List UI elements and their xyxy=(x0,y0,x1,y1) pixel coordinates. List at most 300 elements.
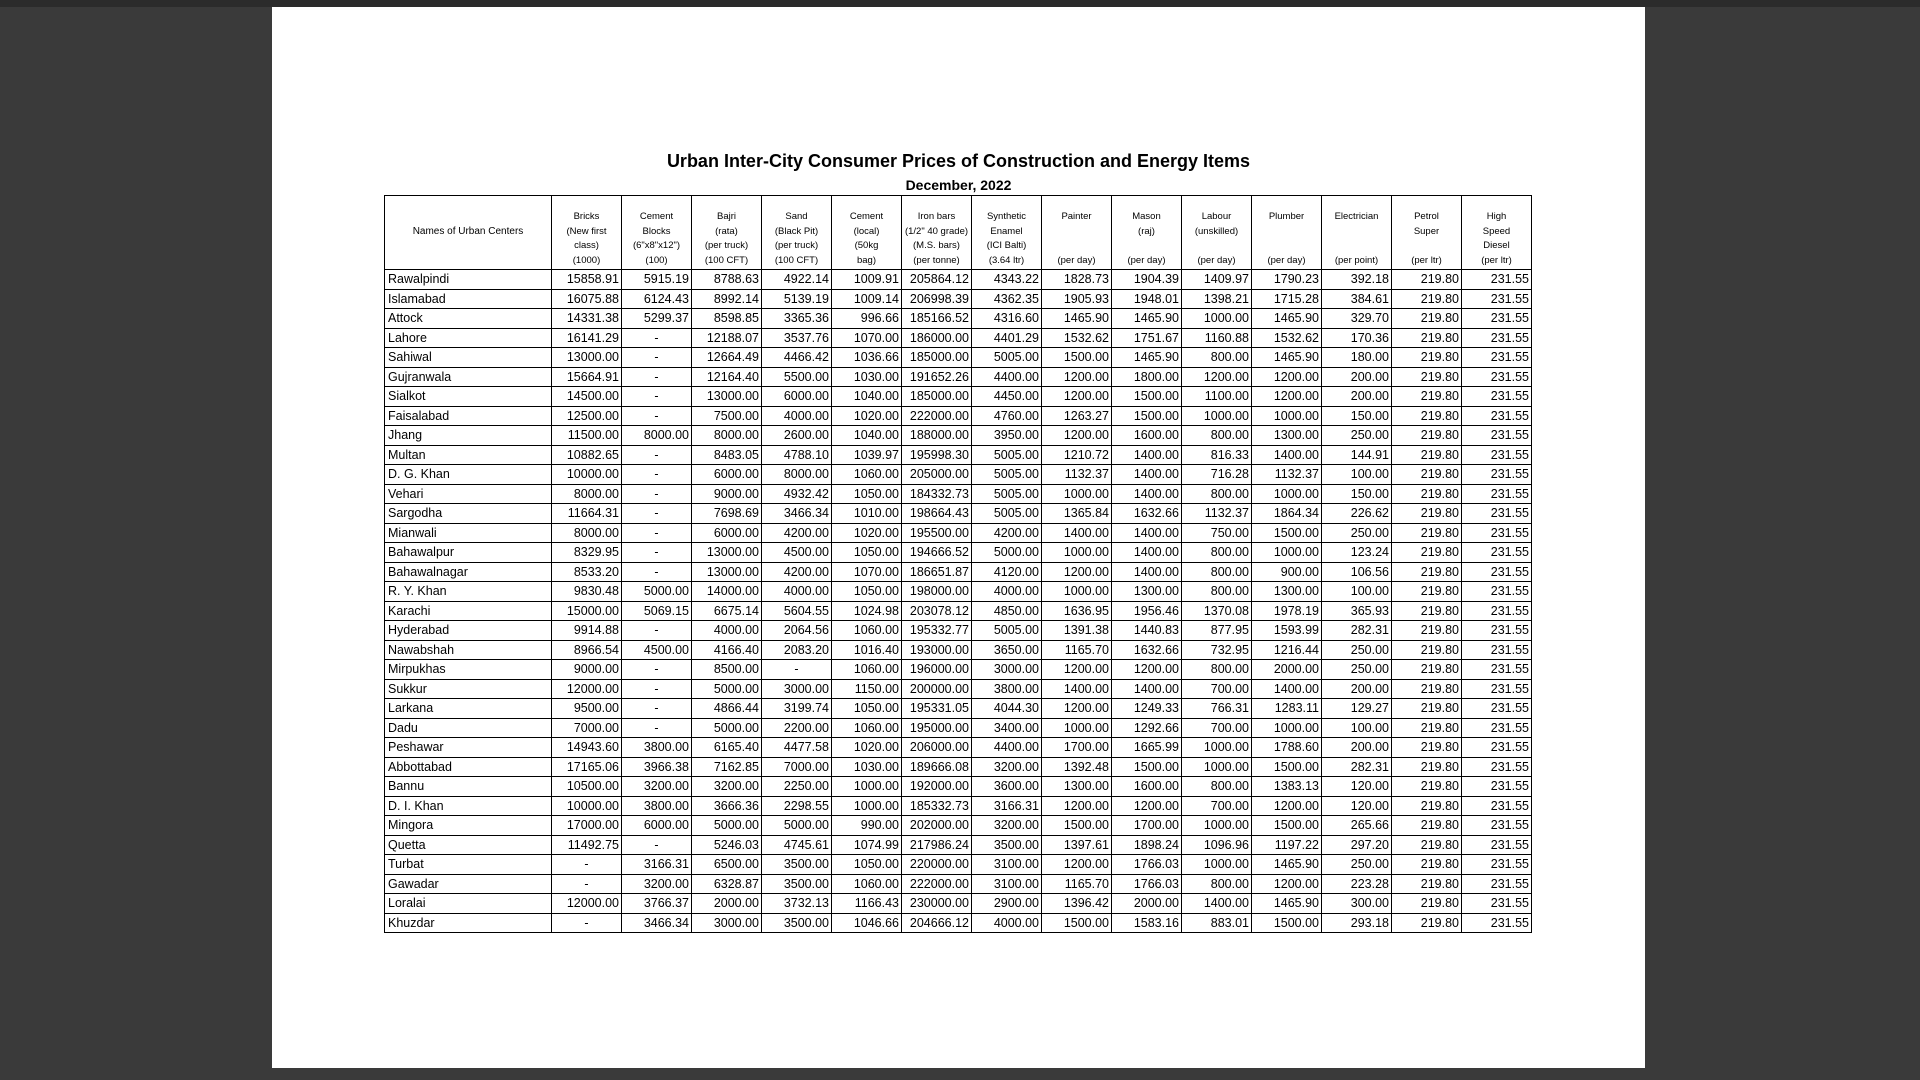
price-cell: 1200.00 xyxy=(1252,367,1322,387)
price-cell: 877.95 xyxy=(1182,621,1252,641)
price-cell: 1249.33 xyxy=(1112,699,1182,719)
price-cell: 1200.00 xyxy=(1042,796,1112,816)
price-cell: 7698.69 xyxy=(692,504,762,524)
table-row xyxy=(385,679,1532,699)
price-cell: 1200.00 xyxy=(1112,660,1182,680)
table-row xyxy=(385,387,1532,407)
price-cell: 144.91 xyxy=(1322,445,1392,465)
price-cell: 200.00 xyxy=(1322,679,1392,699)
price-cell: 17165.06 xyxy=(552,757,622,777)
price-cell: 1500.00 xyxy=(1112,757,1182,777)
price-cell: 219.80 xyxy=(1392,562,1462,582)
price-cell: 219.80 xyxy=(1392,796,1462,816)
price-cell: 219.80 xyxy=(1392,757,1462,777)
price-cell: 1096.96 xyxy=(1182,835,1252,855)
price-cell: 5005.00 xyxy=(972,621,1042,641)
price-cell: 6124.43 xyxy=(622,289,692,309)
price-cell: 231.55 xyxy=(1462,406,1532,426)
price-cell: 231.55 xyxy=(1462,855,1532,875)
price-cell: 3466.34 xyxy=(622,913,692,933)
price-cell: 200.00 xyxy=(1322,387,1392,407)
price-cell: 10500.00 xyxy=(552,777,622,797)
price-cell: 1500.00 xyxy=(1252,913,1322,933)
table-row xyxy=(385,445,1532,465)
header-line: (3.64 ltr) xyxy=(988,254,1025,266)
table-row xyxy=(385,835,1532,855)
price-cell: 750.00 xyxy=(1182,523,1252,543)
price-cell: 1898.24 xyxy=(1112,835,1182,855)
price-cell: 14331.38 xyxy=(552,309,622,329)
price-cell: 3500.00 xyxy=(762,855,832,875)
city-name-cell: Mianwali xyxy=(385,523,552,543)
price-cell: 205864.12 xyxy=(902,270,972,290)
header-line: (100) xyxy=(645,254,668,266)
price-cell: 231.55 xyxy=(1462,348,1532,368)
price-cell: 1465.90 xyxy=(1252,309,1322,329)
price-cell: 4477.58 xyxy=(762,738,832,758)
price-table xyxy=(384,195,1532,933)
price-cell: - xyxy=(552,855,622,875)
price-cell: 231.55 xyxy=(1462,328,1532,348)
price-cell: 219.80 xyxy=(1392,621,1462,641)
price-cell: 1016.40 xyxy=(832,640,902,660)
header-line: class) xyxy=(574,240,599,251)
price-cell: 800.00 xyxy=(1182,777,1252,797)
price-cell: 4866.44 xyxy=(692,699,762,719)
price-cell: 1370.08 xyxy=(1182,601,1252,621)
price-cell: 193000.00 xyxy=(902,640,972,660)
price-cell: 1904.39 xyxy=(1112,270,1182,290)
price-cell: 1948.01 xyxy=(1112,289,1182,309)
price-cell: 3200.00 xyxy=(972,757,1042,777)
price-cell: 198000.00 xyxy=(902,582,972,602)
city-name-cell: D. G. Khan xyxy=(385,465,552,485)
price-cell: 9000.00 xyxy=(552,660,622,680)
price-cell: 3800.00 xyxy=(622,738,692,758)
price-cell: 100.00 xyxy=(1322,718,1392,738)
price-cell: 1600.00 xyxy=(1112,426,1182,446)
price-cell: 5299.37 xyxy=(622,309,692,329)
header-cell xyxy=(762,196,832,270)
price-cell: 265.66 xyxy=(1322,816,1392,836)
document-title: Urban Inter-City Consumer Prices of Construction and Energy Items xyxy=(666,151,1251,171)
price-cell: 1583.16 xyxy=(1112,913,1182,933)
price-cell: 219.80 xyxy=(1392,289,1462,309)
price-cell: 716.28 xyxy=(1182,465,1252,485)
price-cell: 4500.00 xyxy=(762,543,832,563)
price-cell: 7000.00 xyxy=(762,757,832,777)
price-cell: 1292.66 xyxy=(1112,718,1182,738)
price-cell: 219.80 xyxy=(1392,718,1462,738)
price-cell: 219.80 xyxy=(1392,874,1462,894)
price-cell: 223.28 xyxy=(1322,874,1392,894)
city-name-cell: Faisalabad xyxy=(385,406,552,426)
price-cell: 219.80 xyxy=(1392,309,1462,329)
table-row xyxy=(385,367,1532,387)
price-cell: 1060.00 xyxy=(832,621,902,641)
table-row xyxy=(385,894,1532,914)
price-cell: 219.80 xyxy=(1392,894,1462,914)
price-cell: 185166.52 xyxy=(902,309,972,329)
table-row xyxy=(385,777,1532,797)
price-cell: 231.55 xyxy=(1462,718,1532,738)
price-cell: 1200.00 xyxy=(1042,387,1112,407)
price-cell: 5000.00 xyxy=(762,816,832,836)
header-line: Bajri xyxy=(716,211,736,222)
price-cell: 100.00 xyxy=(1322,582,1392,602)
price-cell: - xyxy=(622,328,692,348)
price-cell: 4200.00 xyxy=(762,562,832,582)
price-cell: 231.55 xyxy=(1462,796,1532,816)
price-cell: 700.00 xyxy=(1182,679,1252,699)
price-cell: 8533.20 xyxy=(552,562,622,582)
header-line: bag) xyxy=(856,254,876,266)
price-cell: 1070.00 xyxy=(832,562,902,582)
price-cell: 222000.00 xyxy=(902,406,972,426)
table-row xyxy=(385,874,1532,894)
price-cell: 3500.00 xyxy=(762,874,832,894)
price-cell: 1978.19 xyxy=(1252,601,1322,621)
price-cell: 1500.00 xyxy=(1252,816,1322,836)
price-cell: 3537.76 xyxy=(762,328,832,348)
price-cell: 4000.00 xyxy=(762,406,832,426)
price-cell: 4932.42 xyxy=(762,484,832,504)
price-cell: 250.00 xyxy=(1322,660,1392,680)
price-cell: 1060.00 xyxy=(832,874,902,894)
price-cell: 5005.00 xyxy=(972,348,1042,368)
price-cell: - xyxy=(622,679,692,699)
header-line xyxy=(1324,225,1389,240)
price-cell: 11664.31 xyxy=(552,504,622,524)
price-cell: 4362.35 xyxy=(972,289,1042,309)
header-line xyxy=(1324,239,1389,254)
price-cell: 1100.00 xyxy=(1182,387,1252,407)
price-cell: 1200.00 xyxy=(1252,796,1322,816)
price-cell: 231.55 xyxy=(1462,504,1532,524)
price-cell: 12000.00 xyxy=(552,679,622,699)
price-cell: 10000.00 xyxy=(552,796,622,816)
price-cell: 1500.00 xyxy=(1252,757,1322,777)
price-cell: 4466.42 xyxy=(762,348,832,368)
price-cell: 8000.00 xyxy=(762,465,832,485)
price-cell: 120.00 xyxy=(1322,777,1392,797)
city-name-cell: Peshawar xyxy=(385,738,552,758)
price-cell: 250.00 xyxy=(1322,426,1392,446)
price-cell: 219.80 xyxy=(1392,426,1462,446)
city-name-cell: Sahiwal xyxy=(385,348,552,368)
price-cell: 297.20 xyxy=(1322,835,1392,855)
price-cell: 5000.00 xyxy=(692,679,762,699)
price-cell: 8598.85 xyxy=(692,309,762,329)
price-cell: 1039.97 xyxy=(832,445,902,465)
header-line: (50kg xyxy=(854,240,879,251)
price-cell: 231.55 xyxy=(1462,562,1532,582)
price-cell: 13000.00 xyxy=(552,348,622,368)
header-line: Enamel xyxy=(990,225,1023,237)
price-cell: 231.55 xyxy=(1462,523,1532,543)
price-cell: 219.80 xyxy=(1392,465,1462,485)
header-line: (per point) xyxy=(1334,254,1379,266)
header-line: Electrician xyxy=(1334,211,1379,222)
price-cell: 1400.00 xyxy=(1112,543,1182,563)
header-cell xyxy=(692,196,762,270)
price-cell: 1150.00 xyxy=(832,679,902,699)
price-cell: 12000.00 xyxy=(552,894,622,914)
price-cell: 1020.00 xyxy=(832,523,902,543)
price-cell: 231.55 xyxy=(1462,387,1532,407)
price-cell: 231.55 xyxy=(1462,816,1532,836)
table-row xyxy=(385,601,1532,621)
price-cell: 202000.00 xyxy=(902,816,972,836)
header-line: Plumber xyxy=(1268,211,1305,222)
price-cell: 186000.00 xyxy=(902,328,972,348)
price-cell: 1060.00 xyxy=(832,718,902,738)
price-cell: 100.00 xyxy=(1322,465,1392,485)
price-cell: - xyxy=(622,562,692,582)
price-cell: 1200.00 xyxy=(1042,699,1112,719)
price-cell: 1300.00 xyxy=(1112,582,1182,602)
price-cell: 170.36 xyxy=(1322,328,1392,348)
price-cell: 5069.15 xyxy=(622,601,692,621)
price-cell: 3200.00 xyxy=(622,777,692,797)
price-cell: 3766.37 xyxy=(622,894,692,914)
table-row xyxy=(385,757,1532,777)
price-cell: 1400.00 xyxy=(1112,562,1182,582)
price-cell: 1000.00 xyxy=(1252,718,1322,738)
price-cell: 1000.00 xyxy=(832,777,902,797)
price-cell: 219.80 xyxy=(1392,699,1462,719)
price-cell: 2000.00 xyxy=(1112,894,1182,914)
price-cell: 219.80 xyxy=(1392,270,1462,290)
city-name-cell: Hyderabad xyxy=(385,621,552,641)
price-cell: 800.00 xyxy=(1182,543,1252,563)
price-cell: - xyxy=(622,367,692,387)
price-cell: 3600.00 xyxy=(972,777,1042,797)
price-cell: 3732.13 xyxy=(762,894,832,914)
price-cell: 1263.27 xyxy=(1042,406,1112,426)
price-cell: 1465.90 xyxy=(1112,348,1182,368)
price-cell: 5000.00 xyxy=(972,543,1042,563)
price-cell: 1060.00 xyxy=(832,660,902,680)
price-cell: 1000.00 xyxy=(1182,816,1252,836)
price-cell: 1020.00 xyxy=(832,738,902,758)
table-body xyxy=(385,270,1532,933)
price-cell: 1500.00 xyxy=(1042,816,1112,836)
price-cell: 4120.00 xyxy=(972,562,1042,582)
price-cell: 231.55 xyxy=(1462,660,1532,680)
price-cell: 1200.00 xyxy=(1182,367,1252,387)
table-row xyxy=(385,913,1532,933)
price-cell: 231.55 xyxy=(1462,699,1532,719)
price-cell: 1000.00 xyxy=(1252,543,1322,563)
price-cell: 3200.00 xyxy=(692,777,762,797)
price-cell: 231.55 xyxy=(1462,582,1532,602)
price-cell: 4850.00 xyxy=(972,601,1042,621)
price-cell: 700.00 xyxy=(1182,718,1252,738)
price-cell: 6000.00 xyxy=(692,465,762,485)
price-cell: 3650.00 xyxy=(972,640,1042,660)
price-cell: - xyxy=(552,874,622,894)
price-cell: 1398.21 xyxy=(1182,289,1252,309)
header-line: (M.S. bars) xyxy=(913,240,960,251)
table-row xyxy=(385,660,1532,680)
price-cell: 231.55 xyxy=(1462,894,1532,914)
header-line: Sand xyxy=(785,211,808,222)
city-name-cell: Larkana xyxy=(385,699,552,719)
price-cell: 16141.29 xyxy=(552,328,622,348)
price-cell: 150.00 xyxy=(1322,484,1392,504)
price-cell: 1000.00 xyxy=(1182,757,1252,777)
city-name-cell: Islamabad xyxy=(385,289,552,309)
price-cell: 1216.44 xyxy=(1252,640,1322,660)
city-name-cell: Nawabshah xyxy=(385,640,552,660)
price-cell: 1040.00 xyxy=(832,387,902,407)
price-cell: 219.80 xyxy=(1392,348,1462,368)
price-cell: 231.55 xyxy=(1462,484,1532,504)
price-cell: 800.00 xyxy=(1182,874,1252,894)
price-cell: 219.80 xyxy=(1392,445,1462,465)
price-cell: 1200.00 xyxy=(1042,562,1112,582)
price-cell: 1593.99 xyxy=(1252,621,1322,641)
header-line: Blocks xyxy=(642,225,671,237)
price-cell: 4760.00 xyxy=(972,406,1042,426)
price-cell: 231.55 xyxy=(1462,835,1532,855)
city-name-cell: Mirpukhas xyxy=(385,660,552,680)
price-cell: 195000.00 xyxy=(902,718,972,738)
price-cell: 1400.00 xyxy=(1042,523,1112,543)
price-cell: 15858.91 xyxy=(552,270,622,290)
header-line: (rata) xyxy=(715,225,738,237)
header-cell xyxy=(972,196,1042,270)
price-cell: 1409.97 xyxy=(1182,270,1252,290)
header-line: (6"x8"x12") xyxy=(632,240,681,251)
city-name-cell: Turbat xyxy=(385,855,552,875)
price-cell: 1400.00 xyxy=(1112,523,1182,543)
price-cell: 816.33 xyxy=(1182,445,1252,465)
price-cell: 1160.88 xyxy=(1182,328,1252,348)
price-cell: 1400.00 xyxy=(1112,445,1182,465)
price-cell: 2298.55 xyxy=(762,796,832,816)
price-cell: 1036.66 xyxy=(832,348,902,368)
price-cell: 3466.34 xyxy=(762,504,832,524)
table-row xyxy=(385,582,1532,602)
price-cell: 8992.14 xyxy=(692,289,762,309)
price-cell: 1396.42 xyxy=(1042,894,1112,914)
price-cell: 1700.00 xyxy=(1042,738,1112,758)
price-cell: 1050.00 xyxy=(832,543,902,563)
price-cell: 8483.05 xyxy=(692,445,762,465)
price-cell: 250.00 xyxy=(1322,640,1392,660)
price-cell: 231.55 xyxy=(1462,543,1532,563)
price-cell: 1383.13 xyxy=(1252,777,1322,797)
price-cell: 4000.00 xyxy=(692,621,762,641)
price-cell: 13000.00 xyxy=(692,543,762,563)
document-subtitle: December, 2022 xyxy=(905,177,1012,193)
price-cell: 1132.37 xyxy=(1182,504,1252,524)
price-cell: 1010.00 xyxy=(832,504,902,524)
price-cell: 1000.00 xyxy=(1042,582,1112,602)
price-cell: 5005.00 xyxy=(972,465,1042,485)
table-row xyxy=(385,309,1532,329)
price-cell: 9830.48 xyxy=(552,582,622,602)
document-page xyxy=(272,7,1645,1068)
price-cell: 195500.00 xyxy=(902,523,972,543)
price-cell: 231.55 xyxy=(1462,270,1532,290)
price-cell: 10000.00 xyxy=(552,465,622,485)
price-cell: 6000.00 xyxy=(622,816,692,836)
price-cell: 206000.00 xyxy=(902,738,972,758)
price-cell: 14943.60 xyxy=(552,738,622,758)
price-cell: 3000.00 xyxy=(692,913,762,933)
price-cell: 6165.40 xyxy=(692,738,762,758)
price-cell: 250.00 xyxy=(1322,523,1392,543)
price-cell: 14500.00 xyxy=(552,387,622,407)
price-cell: 219.80 xyxy=(1392,504,1462,524)
price-cell: 1000.00 xyxy=(1182,855,1252,875)
price-cell: 219.80 xyxy=(1392,738,1462,758)
price-cell: 195332.77 xyxy=(902,621,972,641)
price-cell: 1828.73 xyxy=(1042,270,1112,290)
price-cell: 5005.00 xyxy=(972,484,1042,504)
price-cell: 1000.00 xyxy=(1182,406,1252,426)
price-cell: 1400.00 xyxy=(1112,465,1182,485)
table-row xyxy=(385,718,1532,738)
header-line: (100 CFT) xyxy=(774,254,819,266)
price-cell: 5915.19 xyxy=(622,270,692,290)
price-cell: 180.00 xyxy=(1322,348,1392,368)
price-cell: 226.62 xyxy=(1322,504,1392,524)
price-cell: 1200.00 xyxy=(1112,796,1182,816)
header-line: Synthetic xyxy=(986,211,1027,222)
table-row xyxy=(385,738,1532,758)
price-cell: 800.00 xyxy=(1182,484,1252,504)
price-cell: 1165.70 xyxy=(1042,874,1112,894)
price-cell: - xyxy=(622,621,692,641)
price-cell: 1365.84 xyxy=(1042,504,1112,524)
price-cell: 365.93 xyxy=(1322,601,1392,621)
price-cell: 106.56 xyxy=(1322,562,1392,582)
city-name-cell: Rawalpindi xyxy=(385,270,552,290)
price-cell: 15000.00 xyxy=(552,601,622,621)
price-cell: 1632.66 xyxy=(1112,504,1182,524)
header-line: (per truck) xyxy=(704,240,749,251)
price-cell: 1050.00 xyxy=(832,699,902,719)
table-row xyxy=(385,328,1532,348)
price-cell: 1283.11 xyxy=(1252,699,1322,719)
price-cell: 123.24 xyxy=(1322,543,1392,563)
city-name-cell: Jhang xyxy=(385,426,552,446)
price-cell: 231.55 xyxy=(1462,679,1532,699)
price-cell: 800.00 xyxy=(1182,426,1252,446)
price-cell: 5139.19 xyxy=(762,289,832,309)
header-line xyxy=(1254,225,1319,240)
table-row xyxy=(385,699,1532,719)
price-cell: 1500.00 xyxy=(1112,406,1182,426)
price-cell: 219.80 xyxy=(1392,601,1462,621)
price-cell: 3950.00 xyxy=(972,426,1042,446)
price-cell: 219.80 xyxy=(1392,660,1462,680)
price-cell: 219.80 xyxy=(1392,777,1462,797)
price-cell: 3100.00 xyxy=(972,874,1042,894)
city-name-cell: Bahawalpur xyxy=(385,543,552,563)
price-cell: 1400.00 xyxy=(1042,679,1112,699)
price-cell: 1200.00 xyxy=(1042,660,1112,680)
price-cell: 6000.00 xyxy=(692,523,762,543)
price-cell: 1166.43 xyxy=(832,894,902,914)
price-cell: 12500.00 xyxy=(552,406,622,426)
price-cell: 200000.00 xyxy=(902,679,972,699)
header-cell xyxy=(902,196,972,270)
